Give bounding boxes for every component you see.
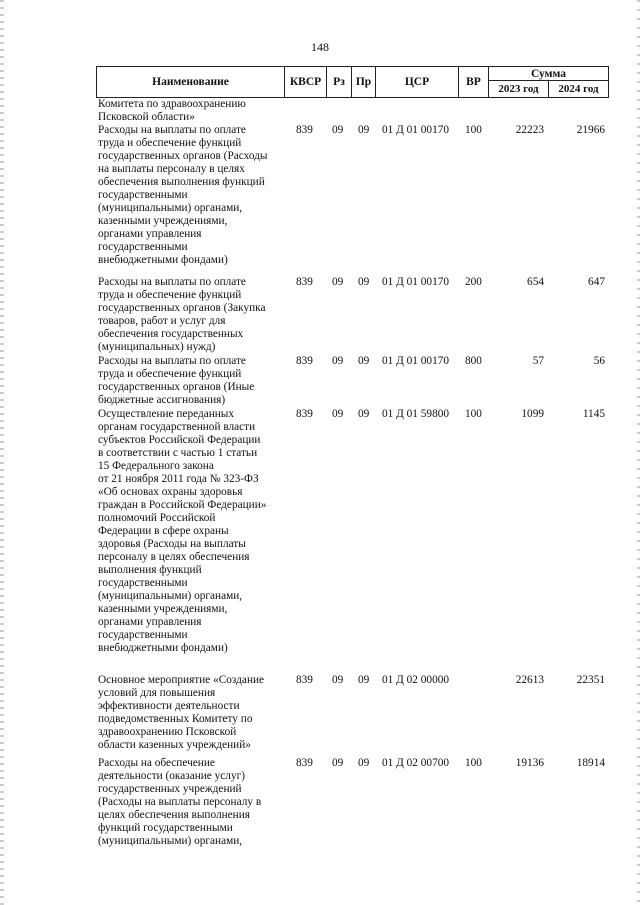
row-rz: 09 xyxy=(332,355,344,367)
row-2024: 647 xyxy=(588,276,605,288)
row-csr: 01 Д 01 00170 xyxy=(382,124,450,136)
row-2023: 654 xyxy=(527,276,544,288)
row-2023: 19136 xyxy=(515,757,544,769)
row-kvsr: 839 xyxy=(296,355,313,367)
row-2023: 22613 xyxy=(515,674,544,686)
row-2024: 21966 xyxy=(576,124,605,136)
row-pr: 09 xyxy=(358,124,370,136)
row-rz: 09 xyxy=(332,757,344,769)
table-header xyxy=(96,66,609,98)
header-2023: 2023 год xyxy=(489,81,549,97)
row-vr: 200 xyxy=(465,276,482,288)
row-name: Осуществление переданных органам государственной власти субъектов Российской Федерации в соответствии с частью 1 статьи 15 Федерального закона от 21 ноября 2011 года № 323-ФЗ «Об основах охраны здоровья граждан в Российской Федерации» полномочий Российской Федерации в сфере охраны здоровья (Расходы на выплаты персоналу в целях обеспечения выполнения функций государственными (муниципальными) органами, казенными учреждениями, органами управления государственными внебюджетными фондами) xyxy=(98,408,267,654)
row-csr: 01 Д 01 00170 xyxy=(382,276,450,288)
header-vr: ВР xyxy=(459,67,489,97)
row-pr: 09 xyxy=(358,674,370,686)
row-kvsr: 839 xyxy=(296,276,313,288)
row-pr: 09 xyxy=(358,355,370,367)
row-2024: 22351 xyxy=(576,674,605,686)
row-name: Расходы на выплаты по оплате труда и обеспечение функций государственных органов (Закупка товаров, работ и услуг для обеспечения государственных (муниципальных) нужд) xyxy=(98,276,266,353)
row-2024: 1145 xyxy=(582,408,605,420)
row-name: Расходы на выплаты по оплате труда и обеспечение функций государственных органов (Иные бюджетные ассигнования) xyxy=(98,355,255,406)
row-rz: 09 xyxy=(332,124,344,136)
row-name: Основное мероприятие «Создание условий для повышения эффективности деятельности подведомственных Комитету по здравоохранению Псковской области казенных учреждений» xyxy=(98,674,265,751)
header-rz: Рз xyxy=(327,67,352,97)
row-name: Расходы на обеспечение деятельности (оказание услуг) государственных учреждений (Расходы на выплаты персоналу в целях обеспечения выполнения функций государственными (муниципальными) органами, xyxy=(98,757,262,847)
row-vr: 800 xyxy=(465,355,482,367)
row-pr: 09 xyxy=(358,276,370,288)
row-2024: 56 xyxy=(593,355,605,367)
page-number: 148 xyxy=(311,40,329,54)
header-pr: Пр xyxy=(352,67,376,97)
row-rz: 09 xyxy=(332,276,344,288)
row-vr: 100 xyxy=(465,408,482,420)
scan-left-margin xyxy=(0,0,4,905)
row-csr: 01 Д 01 00170 xyxy=(382,355,450,367)
header-csr: ЦСР xyxy=(376,67,459,97)
row-name: Комитета по здравоохранению Псковской области» xyxy=(98,98,246,123)
header-name: Наименование xyxy=(97,67,285,97)
row-rz: 09 xyxy=(332,674,344,686)
row-csr: 01 Д 01 59800 xyxy=(382,408,450,420)
row-name: Расходы на выплаты по оплате труда и обеспечение функций государственных органов (Расходы на выплаты персоналу в целях обеспечения выполнения функций государственными (муниципальными) органами, казенными учреждениями, органами управления государственными внебюджетными фондами) xyxy=(98,124,268,266)
row-2023: 57 xyxy=(532,355,544,367)
row-2023: 22223 xyxy=(515,124,544,136)
row-pr: 09 xyxy=(358,408,370,420)
row-kvsr: 839 xyxy=(296,124,313,136)
header-kvsr: КВСР xyxy=(285,67,327,97)
row-pr: 09 xyxy=(358,757,370,769)
row-2024: 18914 xyxy=(576,757,605,769)
row-2023: 1099 xyxy=(521,408,544,420)
row-csr: 01 Д 02 00700 xyxy=(382,757,450,769)
row-vr: 100 xyxy=(465,124,482,136)
row-csr: 01 Д 02 00000 xyxy=(382,674,450,686)
row-rz: 09 xyxy=(332,408,344,420)
header-2024: 2024 год xyxy=(558,83,599,95)
row-vr: 100 xyxy=(465,757,482,769)
row-kvsr: 839 xyxy=(296,408,313,420)
row-kvsr: 839 xyxy=(296,674,313,686)
row-kvsr: 839 xyxy=(296,757,313,769)
header-sum: Сумма xyxy=(489,67,608,81)
